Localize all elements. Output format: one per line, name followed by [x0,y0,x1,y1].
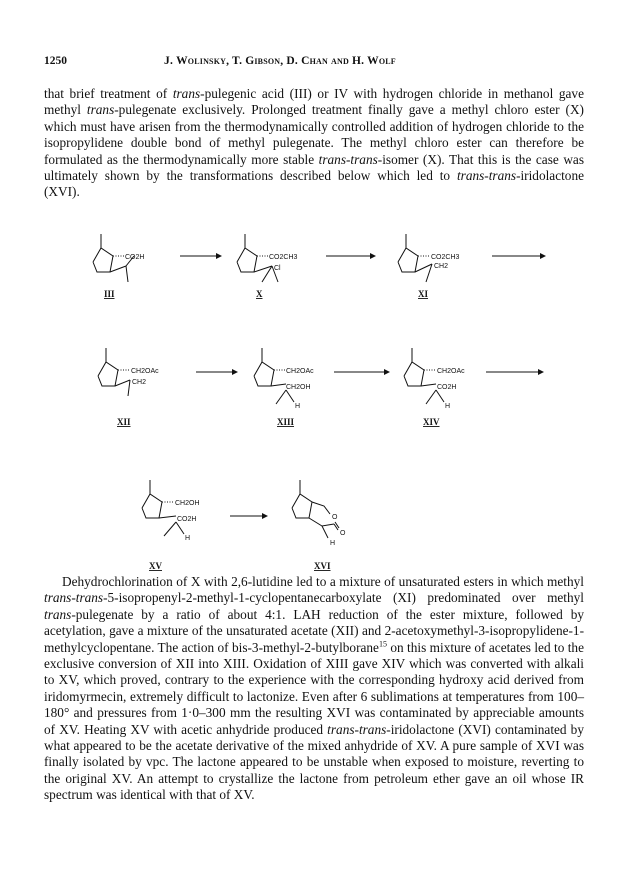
compound-X [237,234,298,299]
reaction-arrow [334,369,390,375]
compound-XIII [254,348,314,427]
substituent-label: CO2H [125,254,145,261]
compound-label-X: X [256,289,263,299]
compound-label-XIV: XIV [423,417,440,427]
reaction-arrow [230,513,268,519]
substituent-label: H [185,535,191,542]
compound-XII [98,348,159,427]
italic-run: trans [44,606,72,622]
compound-label-III: III [104,289,115,299]
reaction-arrow [196,369,238,375]
page-number: 1250 [44,55,67,67]
carbonyl-oxygen-label: O [340,530,346,537]
substituent-label: CO2CH3 [269,254,298,261]
running-head-names: Wolinsky, T. Gibson, D. Chan and H. Wolf [176,55,396,67]
italic-run: trans [172,86,201,101]
substituent-label: CH2OH [175,500,200,507]
italic-run: trans [86,102,115,118]
compound-label-XI: XI [418,289,429,299]
substituent-label: CH2 [132,379,147,386]
running-head-initial: J. [164,55,177,67]
text-run: -iridolactone (XVI). [44,168,584,200]
text-run: on this mixture of acetates led to the exclusive conversion of XII into XIII. Oxidation of XIII gave XIV which was converted with alkali to XV, which proved, contrary to the experience with the corresponding hydroxy acid derived from iridomyrmecin, extremely difficult to lactonize. Even after 6 sublimations at temperatures from 100–180° and pressures from 1·0–300 mm the resulting XVI was contaminated by appreciable amounts of XV. Heating XV with acetic anhydride produced [44,639,584,737]
paragraph-results [44,574,584,804]
ring-oxygen-label: O [332,514,338,521]
reaction-arrow [180,253,222,259]
compound-label-XII: XII [117,417,131,427]
italic-run: trans-trans [456,168,517,184]
substituent-label: CH2OH [286,384,311,391]
text-run: -5-isopropenyl-2-methyl-1-cyclopentanecarboxylate (XI) predominated over methyl [103,590,584,606]
substituent-label: CH2OAc [286,368,314,375]
reaction-arrow [486,369,544,375]
text-run: that brief treatment of [44,86,173,101]
text-run: -isomer (X). That this is the case was ultimately shown by the transformations described below which led to [44,151,584,184]
compound-label-XVI: XVI [314,561,331,571]
substituent-label: CO2CH3 [431,254,460,261]
substituent-label: H [445,403,451,410]
compound-XV [142,480,200,571]
substituent-label: CO2H [177,516,197,523]
compound-XVI [292,480,346,571]
substituent-label: CH2 [434,263,449,270]
italic-run: trans-trans [327,721,387,737]
reference-superscript: 15 [378,639,387,649]
substituent-label: H [330,540,336,547]
text-run: Dehydrochlorination of X with 2,6-lutidine led to a mixture of unsaturated esters in which methyl [62,574,584,589]
substituent-label: Cl [274,265,281,272]
italic-run: trans-trans [318,151,378,167]
compound-III [93,234,144,299]
text-run: -iridolactone (XVI) contaminated by what appeared to be the acetate derivative of the mixed anhydride of XV. A pure sample of XVI was finally isolated by vpc. The lactone appeared to be unstable when exposed to moisture, reverting to the original XV. An attempt to crystallize the lactone from petroleum ether gave an oil whose IR spectrum was identical with that of XV. [44,721,584,803]
text-run: -pulegenate by a ratio of about 4:1. LAH reduction of the ester mixture, followed by acetylation, gave a mixture of the unsaturated acetate (XII) and 2-acetoxymethyl-3-isopropylidene-1-methylcyclopentane. The action of bis-3-methyl-2-butylborane [44,606,584,655]
reaction-arrow [326,253,376,259]
italic-run: trans-trans [44,590,104,606]
text-run: -pulegenate exclusively. Prolonged treatment finally gave a methyl chloro ester (X) which must have arisen from the thermodynamically controlled addition of hydrogen chloride to the isopropylidene double bond of methyl pulegenate. The methyl chloro ester can therefore be formulated as the thermodynamically more stable [44,102,584,167]
substituent-label: CH2OAc [131,368,159,375]
compound-label-XV: XV [149,561,162,571]
substituent-label: CH2OAc [437,368,465,375]
reaction-arrow [492,253,546,259]
substituent-label: CO2H [437,384,457,391]
substituent-label: H [295,403,301,410]
compound-label-XIII: XIII [277,417,295,427]
compound-XI [398,234,460,299]
compound-XIV [404,348,465,427]
text-run: -pulegenic acid (III) or IV with hydrogen chloride in methanol gave methyl [44,86,584,118]
